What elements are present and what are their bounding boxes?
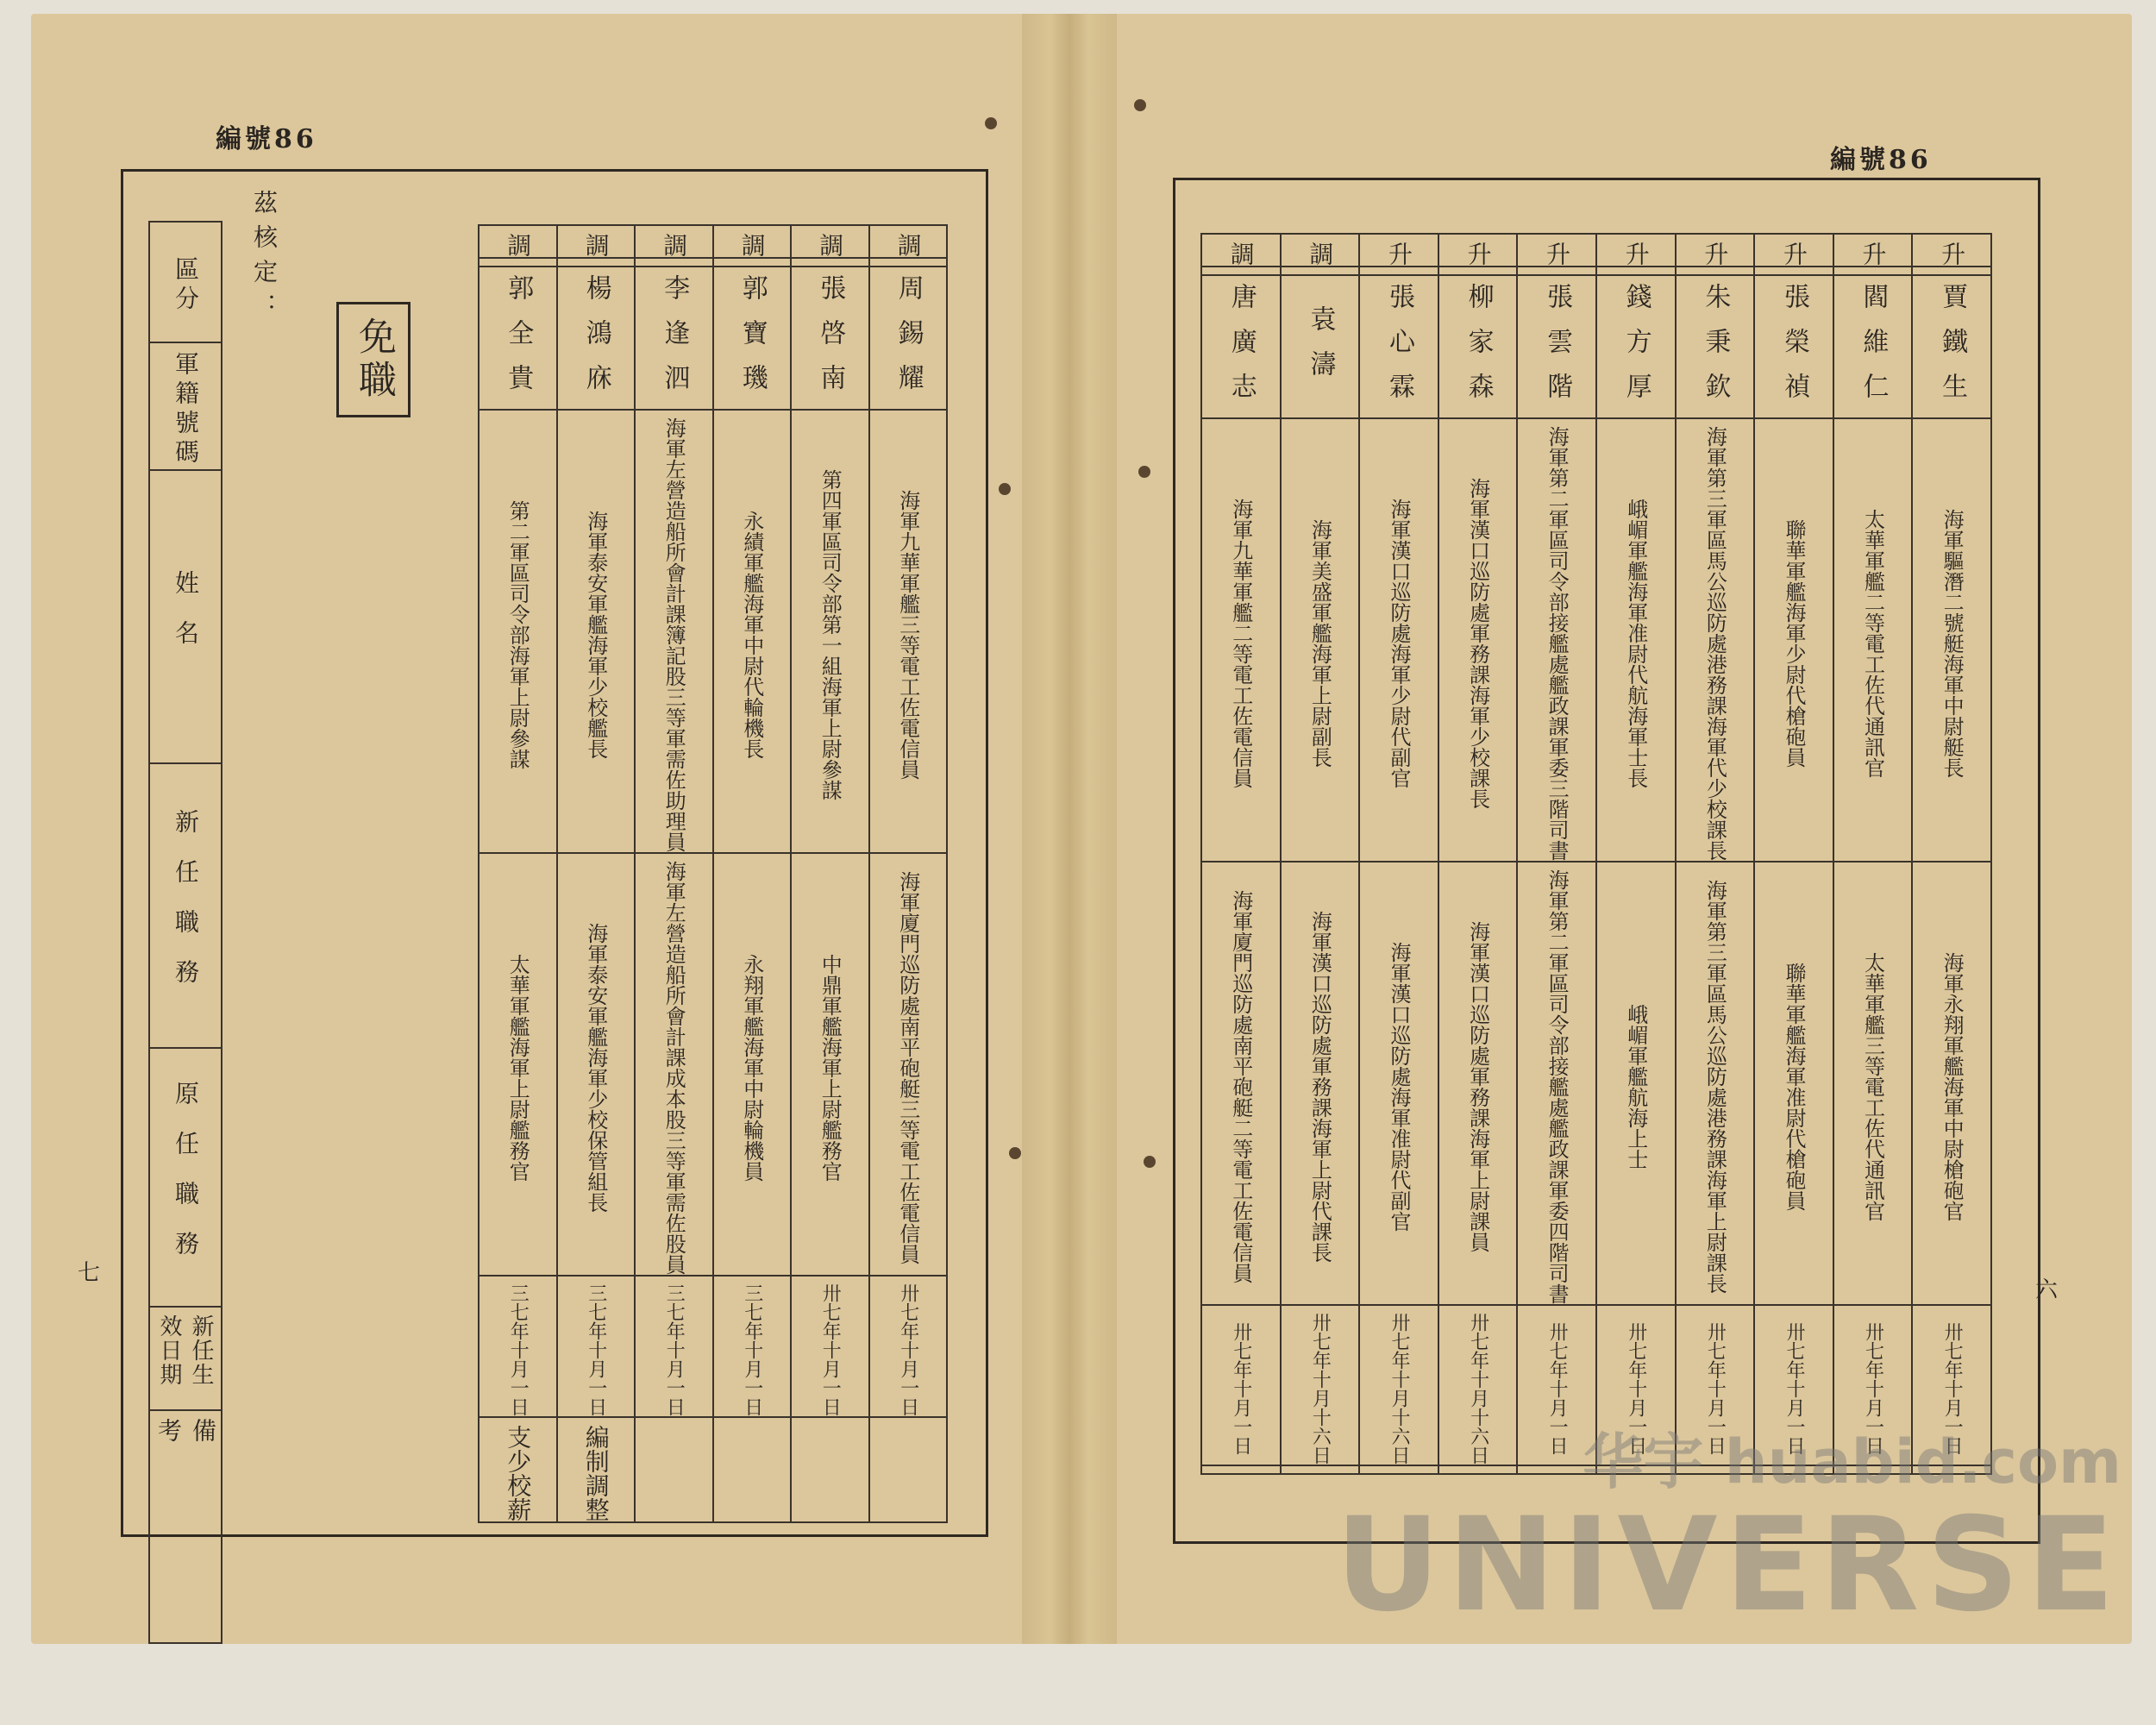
value-new-post: 海軍漢口巡防處海軍少尉代副官 [1386,499,1411,788]
cell-type [1517,234,1596,267]
cell-new-post [1359,418,1438,862]
value-old-post: 太華軍艦海軍上尉艦務官 [505,954,530,1182]
cell-new-post [869,410,948,853]
book-spine [1022,14,1117,1644]
value-type: 升 [1858,242,1888,266]
right-page-code: 編號86 [1830,145,1932,175]
cell-type [1596,234,1676,267]
value-name: 張啓南 [815,274,846,409]
cell-military-no [713,258,792,267]
cell-name [1517,275,1596,418]
cell-name [869,267,948,410]
value-date: 卅七年十月一日 [819,1283,842,1416]
cell-type [1201,234,1281,267]
value-old-post: 海軍泰安軍艦海軍少校保管組長 [583,923,608,1213]
value-name: 袁濤 [1305,305,1336,395]
cell-military-no [1596,267,1676,275]
cell-old-post [1596,862,1676,1305]
cell-old-post [713,853,792,1276]
value-old-post: 海軍廈門巡防處南平砲艇二等電工佐電信員 [1228,890,1253,1283]
value-type: 升 [1384,242,1413,266]
cell-old-post [869,853,948,1276]
value-new-post: 海軍美盛軍艦海軍上尉副長 [1307,519,1332,768]
value-date: 卅七年十月十六日 [1309,1313,1332,1465]
value-name: 唐廣志 [1225,283,1257,417]
cell-old-post [635,853,713,1276]
cell-new-post [1517,418,1596,862]
value-old-post: 海軍漢口巡防處軍務課海軍上尉代課長 [1307,911,1332,1263]
header-old-post: 原任職務 [172,1081,200,1281]
cell-new-post [1754,418,1833,862]
cell-remarks [791,1417,869,1522]
cell-military-no [479,258,557,267]
left-page-number: 七 [78,1260,101,1286]
value-date: 卅七年十月一日 [1862,1322,1884,1455]
cell-military-no [1517,267,1596,275]
cell-military-no [1833,267,1913,275]
value-type: 升 [1463,242,1493,266]
value-old-post: 海軍第三軍區馬公巡防處港務課海軍上尉課長 [1702,880,1727,1294]
cell-date [713,1276,792,1417]
value-name: 閻維仁 [1858,283,1889,417]
cell-old-post [1281,862,1360,1305]
cell-military-no [791,258,869,267]
cell-old-post [1201,862,1281,1305]
value-type: 調 [816,233,845,257]
value-name: 柳家森 [1463,283,1494,417]
header-category: 區分 [172,256,200,315]
cell-date [635,1276,713,1417]
cell-type [1754,234,1833,267]
right-appointment-table [1200,233,1992,1475]
cell-type [713,225,792,258]
cell-old-post [557,853,636,1276]
cell-type [1833,234,1913,267]
cell-type [479,225,557,258]
cell-new-post [1281,418,1360,862]
value-remarks: 編制調整 [581,1425,611,1521]
cell-military-no [1676,267,1755,275]
header-effective-date: 新任生效日期 [156,1314,214,1387]
value-name: 張雲階 [1542,283,1573,417]
value-type: 調 [893,233,923,257]
value-new-post: 第二軍區司令部海軍上尉參謀 [505,500,530,769]
cell-military-no [1281,267,1360,275]
cell-new-post [479,410,557,853]
value-old-post: 海軍左營造船所會計課成本股三等軍需佐股員 [661,861,686,1275]
cell-type [1281,234,1360,267]
value-old-post: 海軍廈門巡防處南平砲艇三等電工佐電信員 [895,871,920,1264]
value-new-post: 聯華軍艦海軍少尉代槍砲員 [1781,519,1806,768]
value-type: 調 [660,233,689,257]
binding-hole [985,117,997,129]
value-old-post: 永翔軍艦海軍中尉輪機員 [739,954,764,1182]
value-date: 卅七年十月一日 [1704,1322,1727,1455]
value-date: 三七年十月一日 [507,1283,530,1416]
cell-name [1201,275,1281,418]
value-name: 周錫耀 [893,274,924,409]
cell-military-no [557,258,636,267]
value-name: 張榮禎 [1778,283,1809,417]
value-name: 李逢泗 [659,274,690,409]
binding-hole [1144,1156,1156,1168]
cell-new-post [1201,418,1281,862]
cell-date [557,1276,636,1417]
value-new-post: 峨嵋軍艦海軍准尉代航海軍士長 [1623,499,1648,788]
value-new-post: 永績軍艦海軍中尉代輪機長 [739,511,764,759]
cell-remarks [713,1417,792,1522]
value-old-post: 海軍漢口巡防處軍務課海軍上尉課員 [1465,921,1490,1252]
value-date: 卅七年十月一日 [1941,1322,1964,1455]
cell-old-post [1912,862,1991,1305]
cell-old-post [479,853,557,1276]
value-date: 三七年十月一日 [585,1283,607,1416]
value-type: 升 [1543,242,1572,266]
cell-military-no [1754,267,1833,275]
cell-date [791,1276,869,1417]
cell-military-no [1359,267,1438,275]
cell-date [869,1276,948,1417]
value-type: 調 [504,233,533,257]
value-new-post: 海軍第二軍區司令部接艦處艦政課軍委三階司書 [1545,426,1570,861]
binding-hole [1138,466,1150,478]
value-new-post: 海軍九華軍艦三等電工佐電信員 [895,490,920,780]
cell-date [479,1276,557,1417]
cell-type [1912,234,1991,267]
cell-military-no [635,258,713,267]
value-date: 三七年十月一日 [663,1283,686,1416]
value-new-post: 海軍泰安軍艦海軍少校艦長 [583,511,608,759]
value-type: 調 [1226,242,1256,266]
value-name: 郭寶璣 [736,274,768,409]
value-type: 升 [1779,242,1808,266]
cell-old-post [1833,862,1913,1305]
cell-remarks [557,1417,636,1522]
value-name: 楊鴻庥 [580,274,611,409]
cell-remarks [479,1417,557,1522]
cell-military-no [1201,267,1281,275]
value-date: 卅七年十月十六日 [1388,1313,1410,1465]
value-old-post: 中鼎軍艦海軍上尉艦務官 [818,954,843,1182]
value-new-post: 太華軍艦二等電工佐代通訊官 [1860,509,1885,778]
cell-name [1754,275,1833,418]
value-date: 卅七年十月一日 [1546,1322,1569,1455]
cell-military-no [1912,267,1991,275]
cell-name [1281,275,1360,418]
value-date: 卅七年十月十六日 [1467,1313,1489,1465]
cell-new-post [1438,418,1518,862]
left-appointment-table [478,224,948,1523]
cell-old-post [1517,862,1596,1305]
value-type: 升 [1701,242,1730,266]
value-name: 朱秉欽 [1700,283,1731,417]
header-name: 姓名 [172,570,200,670]
watermark-brand: 华宇 [1583,1427,1704,1497]
value-old-post: 海軍漢口巡防處海軍准尉代副官 [1386,942,1411,1232]
cell-type [791,225,869,258]
cell-name [479,267,557,410]
cell-old-post [791,853,869,1276]
header-remarks: 備考 [154,1418,217,1546]
cell-name [1438,275,1518,418]
value-new-post: 第四軍區司令部第一組海軍上尉參謀 [818,469,843,800]
right-page-number: 六 [2035,1277,2059,1303]
cell-military-no [869,258,948,267]
cell-new-post [1912,418,1991,862]
value-type: 升 [1621,242,1651,266]
cell-type [635,225,713,258]
value-type: 調 [737,233,767,257]
cell-name [713,267,792,410]
cell-date [1201,1305,1281,1465]
cell-new-post [1833,418,1913,862]
cell-type [869,225,948,258]
cell-type [1359,234,1438,267]
value-new-post: 海軍第三軍區馬公巡防處港務課海軍代少校課長 [1702,426,1727,861]
watermark-domain: huabid.com [1724,1427,2122,1497]
value-name: 張心霖 [1383,283,1414,417]
cell-new-post [557,410,636,853]
cell-new-post [1676,418,1755,862]
value-old-post: 海軍永翔軍艦海軍中尉槍砲官 [1940,952,1965,1221]
cell-type [557,225,636,258]
value-type: 調 [581,233,611,257]
cell-remarks [1201,1465,1281,1474]
value-name: 錢方厚 [1620,283,1651,417]
cell-new-post [1596,418,1676,862]
value-date: 卅七年十月一日 [1230,1322,1252,1455]
cell-old-post [1754,862,1833,1305]
header-new-post: 新任職務 [172,809,200,1009]
cell-name [1359,275,1438,418]
value-name: 賈鐵生 [1937,283,1968,417]
cell-old-post [1359,862,1438,1305]
cell-name [557,267,636,410]
watermark [1335,1414,2122,1640]
watermark-word: UNIVERSE [1335,1490,2122,1640]
value-old-post: 峨嵋軍艦航海上士 [1623,1004,1648,1170]
binding-hole [1009,1147,1021,1159]
cell-type [1438,234,1518,267]
cell-old-post [1438,862,1518,1305]
value-old-post: 太華軍艦三等電工佐代通訊官 [1860,952,1885,1221]
value-date: 卅七年十月一日 [1783,1322,1805,1455]
cell-name [635,267,713,410]
header-military-no: 軍籍號碼 [172,351,200,468]
cell-name [1912,275,1991,418]
value-type: 升 [1938,242,1967,266]
binding-hole [1134,99,1146,111]
cell-type [1676,234,1755,267]
left-page-code: 編號86 [216,124,317,154]
value-old-post: 海軍第二軍區司令部接艦處艦政課軍委四階司書 [1545,869,1570,1304]
value-name: 郭全貴 [503,274,534,409]
value-old-post: 聯華軍艦海軍准尉代槍砲員 [1781,963,1806,1211]
value-new-post: 海軍漢口巡防處軍務課海軍少校課長 [1465,478,1490,809]
approval-notice: 茲核定： [250,190,279,328]
cell-name [791,267,869,410]
cell-remarks [869,1417,948,1522]
value-date: 卅七年十月一日 [897,1283,919,1416]
value-type: 調 [1306,242,1335,266]
value-date: 三七年十月一日 [741,1283,763,1416]
value-remarks: 支少校薪 [504,1425,533,1521]
value-new-post: 海軍驅潛二號艇海軍中尉艇長 [1940,509,1965,778]
cell-military-no [1438,267,1518,275]
cell-new-post [635,410,713,853]
cell-remarks [635,1417,713,1522]
cell-name [1676,275,1755,418]
cell-name [1833,275,1913,418]
value-new-post: 海軍九華軍艦二等電工佐電信員 [1228,499,1253,788]
left-header-column [148,221,222,1644]
value-new-post: 海軍左營造船所會計課簿記股三等軍需佐助理員 [661,417,686,852]
cell-new-post [791,410,869,853]
binding-hole [999,483,1011,495]
cell-old-post [1676,862,1755,1305]
cell-new-post [713,410,792,853]
dismissal-section-stamp: 免職 [336,302,411,417]
cell-name [1596,275,1676,418]
value-date: 卅七年十月一日 [1625,1322,1647,1455]
